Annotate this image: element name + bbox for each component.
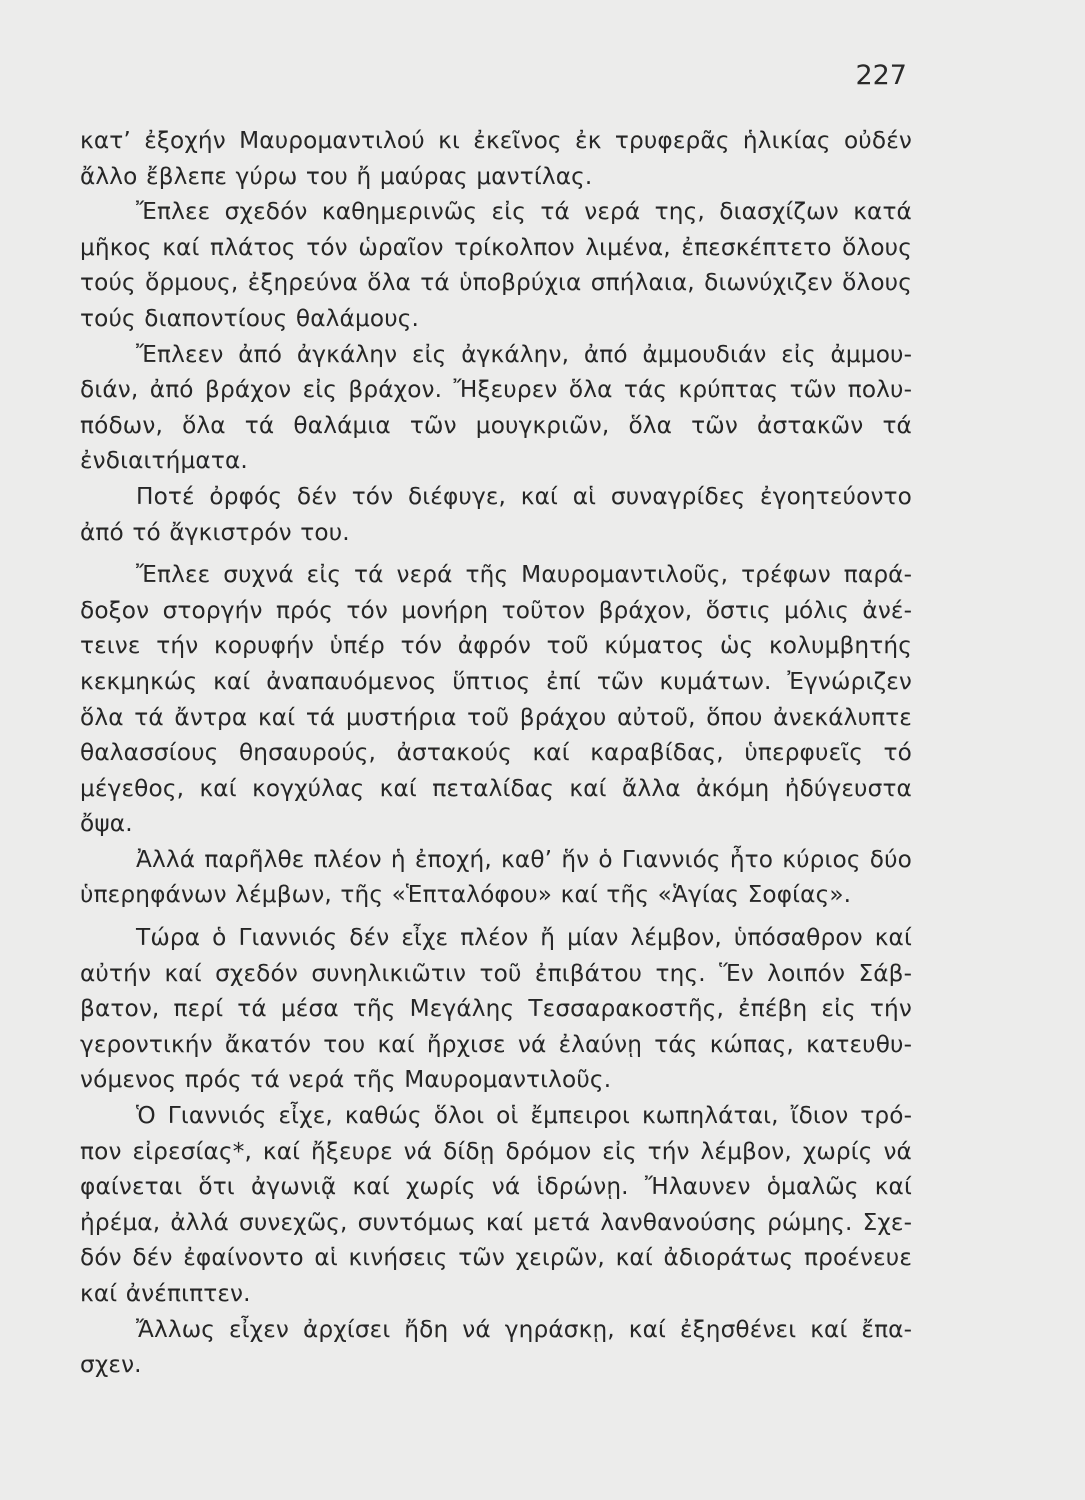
body-text [80, 123, 912, 1383]
paragraph: Τώρα ὁ Γιαννιός δέν εἶχε πλέον ἤ μίαν λέμβον, ὑπόσαθρον καί αὐτήν καί σχεδόν συνηλικιῶτιν τοῦ ἐπιβάτου της. Ἕν λοιπόν Σάββατον, περί τά μέσα τῆς Μεγάλης Τεσσαρακοστῆς, ἐπέβη εἰς τήν γεροντικήν ἄκατόν του καί ἤρχισε νά ἐλαύνῃ τάς κώπας, κατευθυνόμενος πρός τά νερά τῆς Μαυρομαντιλοῦς. [80, 924, 912, 1094]
paragraph: Ἔπλεε συχνά εἰς τά νερά τῆς Μαυρομαντιλοῦς, τρέφων παράδοξον στοργήν πρός τόν μονήρη τοῦτον βράχον, ὅστις μόλις ἀνέτεινε τήν κορυφήν ὑπέρ τόν ἀφρόν τοῦ κύματος ὡς κολυμβητής κεκμηκώς καί ἀναπαυόμενος ὕπτιος ἐπί τῶν κυμάτων. Ἐγνώριζεν ὅλα τά ἄντρα καί τά μυστήρια τοῦ βράχου αὐτοῦ, ὅπου ἀνεκάλυπτε θαλασσίους θησαυρούς, ἀστακούς καί καραβίδας, ὑπερφυεῖς τό μέγεθος, καί κογχύλας καί πεταλίδας καί ἄλλα ἀκόμη ἠδύγευστα ὄψα. [80, 561, 912, 838]
paragraph: Ἄλλως εἶχεν ἀρχίσει ἤδη νά γηράσκῃ, καί ἐξησθένει καί ἔπασχεν. [80, 1315, 912, 1379]
paragraph: κατ’ ἐξοχήν Μαυρομαντιλού κι ἐκεῖνος ἐκ τρυφερᾶς ἡλικίας οὐδέν ἄλλο ἔβλεπε γύρω του ἤ μαύρας μαντίλας. [80, 127, 912, 190]
paragraph: Ἔπλεε σχεδόν καθημερινῶς εἰς τά νερά της, διασχίζων κατά μῆκος καί πλάτος τόν ὡραῖον τρίκολπον λιμένα, ἐπεσκέπτετο ὅλους τούς ὅρμους, ἐξηρεύνα ὅλα τά ὑποβρύχια σπήλαια, διωνύχιζεν ὅλους τούς διαποντίους θαλάμους. [80, 198, 912, 332]
paragraph: Ὁ Γιαννιός εἶχε, καθώς ὅλοι οἱ ἔμπειροι κωπηλάται, ἴδιον τρόπον εἰρεσίας*, καί ἤξευρε νά δίδῃ δρόμον εἰς τήν λέμβον, χωρίς νά φαίνεται ὅτι ἀγωνιᾷ καί χωρίς νά ἱδρώνῃ. Ἤλαυνεν ὁμαλῶς καί ἠρέμα, ἀλλά συνεχῶς, συντόμως καί μετά λανθανούσης ρώμης. Σχεδόν δέν ἐφαίνοντο αἱ κινήσεις τῶν χειρῶν, καί ἀδιοράτως προένευε καί ἀνέπιπτεν. [80, 1102, 912, 1307]
paragraph: Ἀλλά παρῆλθε πλέον ἡ ἐποχή, καθ’ ἥν ὁ Γιαννιός ἦτο κύριος δύο ὑπερηφάνων λέμβων, τῆς «Ἑπταλόφου» καί τῆς «Ἁγίας Σοφίας». [80, 845, 912, 909]
page-number: 227 [855, 60, 907, 91]
paragraph: Ἔπλεεν ἀπό ἀγκάλην εἰς ἀγκάλην, ἀπό ἀμμουδιάν εἰς ἀμμουδιάν, ἀπό βράχον εἰς βράχον. Ἤξευρεν ὅλα τάς κρύπτας τῶν πολυπόδων, ὅλα τά θαλάμια τῶν μουγκριῶν, ὅλα τῶν ἀστακῶν τά ἐνδιαιτήματα. [80, 340, 912, 475]
paragraph: Ποτέ ὀρφός δέν τόν διέφυγε, καί αἱ συναγρίδες ἐγοητεύοντο ἀπό τό ἄγκιστρόν του. [80, 482, 912, 546]
